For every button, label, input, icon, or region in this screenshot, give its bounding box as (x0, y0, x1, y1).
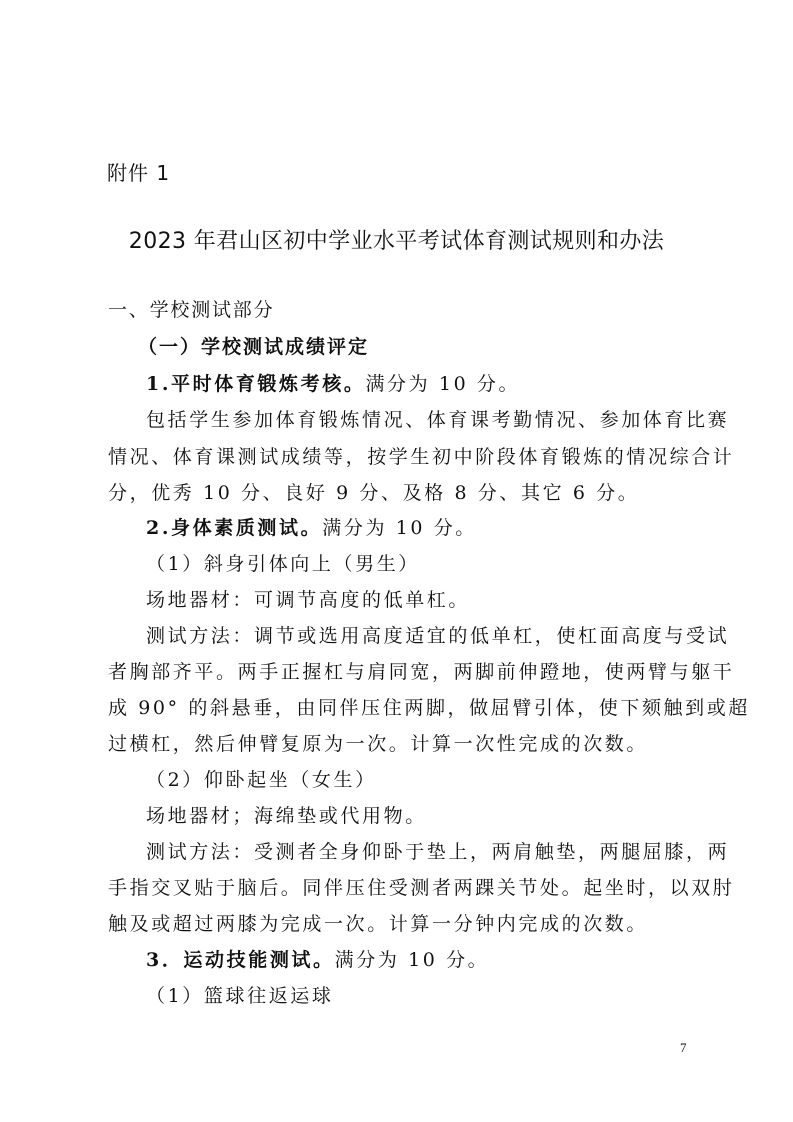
item-3-score: 满分为 10 分。 (334, 949, 490, 971)
section-heading: 一、学校测试部分 (108, 299, 275, 321)
document-title: 2023 年君山区初中学业水平考试体育测试规则和办法 (128, 229, 665, 254)
item-2-score: 满分为 10 分。 (322, 517, 477, 539)
item-2-sub-1-method-line: 过横杠，然后伸臂复原为一次。计算一次性完成的次数。 (108, 733, 649, 755)
item-2-sub-2-equipment: 场地器材；海绵垫或代用物。 (146, 805, 427, 827)
item-1-heading: 1.平时体育锻炼考核。 (146, 373, 366, 395)
page-number: 7 (680, 1040, 687, 1055)
item-2-sub-1-equipment: 场地器材：可调节高度的低单杠。 (146, 589, 471, 611)
item-1-paragraph (146, 372, 520, 396)
item-2-sub-1-method-line: 测试方法：调节或选用高度适宜的低单杠，使杠面高度与受试 (146, 625, 730, 647)
item-2-sub-1-title: （1）斜身引体向上（男生） (146, 553, 420, 575)
subsection-heading: （一）学校测试成绩评定 (138, 336, 370, 358)
item-1-score: 满分为 10 分。 (365, 373, 521, 395)
annex-label: 附件 1 (107, 161, 171, 185)
item-2-heading: 2.身体素质测试。 (146, 517, 323, 539)
item-2-sub-2-method-line: 测试方法：受测者全身仰卧于垫上，两肩触垫，两腿屈膝，两 (146, 841, 730, 863)
item-3-heading: 3．运动技能测试。 (146, 949, 335, 971)
item-2-sub-2-method-line: 手指交叉贴于脑后。同伴压住受测者两踝关节处。起坐时，以双肘 (108, 877, 735, 899)
item-3-paragraph (146, 948, 489, 972)
item-2-sub-2-method-line: 触及或超过两膝为完成一次。计算一分钟内完成的次数。 (108, 913, 649, 935)
item-1-body-line: 包括学生参加体育锻炼情况、体育课考勤情况、参加体育比赛 (146, 409, 730, 431)
item-2-sub-1-method-line: 者胸部齐平。两手正握杠与肩同宽，两脚前伸蹬地，使两臂与躯干 (108, 661, 735, 683)
item-2-paragraph (146, 516, 477, 540)
item-1-body-line: 情况、体育课测试成绩等，按学生初中阶段体育锻炼的情况综合计 (108, 446, 735, 468)
item-3-sub-1-title: （1）篮球往返运球 (146, 985, 334, 1007)
item-2-sub-1-method-line: 成 90° 的斜悬垂，由同伴压住两脚，做屈臂引体，使下颏触到或超 (108, 697, 750, 719)
item-1-body-line: 分，优秀 10 分、良好 9 分、及格 8 分、其它 6 分。 (108, 482, 640, 504)
item-2-sub-2-title: （2）仰卧起坐（女生） (146, 769, 377, 791)
